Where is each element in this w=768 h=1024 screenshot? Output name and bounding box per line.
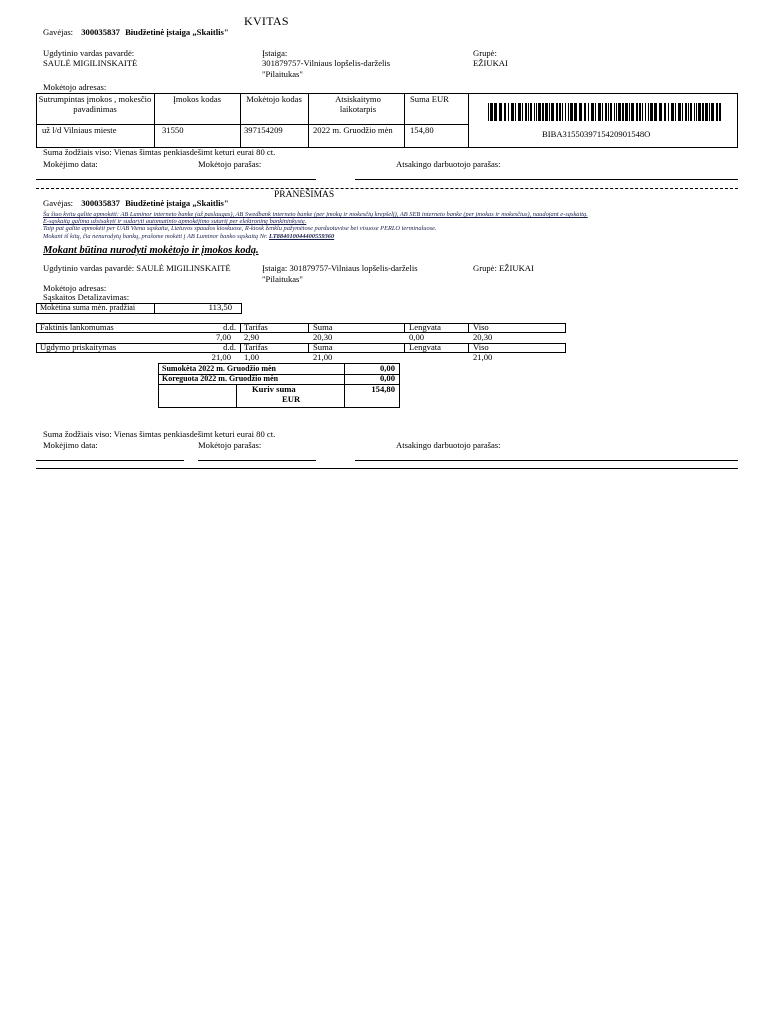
allocation-col-dd: d.d.: [223, 342, 236, 352]
institution-line2: "Pilaitukas": [262, 69, 303, 79]
receipt-sum-words: Suma žodžiais viso: Vienas šimtas penkiasdešimt keturi eurai 80 ct.: [43, 147, 276, 157]
receipt-payee: [43, 28, 229, 38]
allocation-dd: 21,00: [211, 352, 231, 362]
attendance-dd: 7,00: [215, 332, 231, 342]
receipt-payer-sign-line: [198, 179, 316, 180]
institution-line1: 301879757-Vilniaus lopšelis-darželis: [262, 58, 391, 68]
allocation-col-sum: Suma: [313, 342, 333, 352]
allocation-label: Ugdymo priskaitymas: [40, 342, 117, 352]
header-period: Atsiskaitymo laikotarpis: [335, 94, 381, 114]
notice-student: Ugdytinio vardas pavardė: SAULĖ MIGILINSKAITĖ: [43, 263, 231, 273]
attendance-col-total: Viso: [473, 322, 489, 332]
header-sum: Suma EUR: [410, 94, 449, 104]
student-label: Ugdytinio vardas pavardė:: [43, 48, 135, 58]
due-label: Kuriv suma: [252, 384, 296, 394]
attendance-col-discount: Lengvata: [409, 322, 441, 332]
account-details-label: Sąskaitos Detalizavimas:: [43, 292, 130, 302]
attendance-total: 20,30: [473, 332, 493, 342]
notice-payer-sign-line: [198, 460, 316, 461]
header-short-name: Sutrumpintas įmokos , mokesčio pavadinimas: [38, 94, 152, 114]
group-name: EŽIUKAI: [473, 58, 508, 68]
payee-label: Gavėjas:: [43, 27, 74, 37]
allocation-col-total: Viso: [473, 342, 489, 352]
paid-label: Sumokėta 2022 m. Gruodžio mėn: [162, 364, 276, 373]
due-currency: EUR: [282, 394, 301, 404]
attendance-col-rate: Tarifas: [244, 322, 268, 332]
payee-name: Biudžetinė įstaiga „Skaitlis": [125, 27, 229, 37]
payee-code: 300035837: [81, 27, 120, 37]
debt-label: Mokėtina suma mėn. pradžiai: [40, 303, 136, 312]
corrected-value: 0,00: [379, 373, 395, 383]
institution-label: Įstaiga:: [262, 48, 288, 58]
header-payment-code: Įmokos kodas: [173, 94, 221, 104]
row-payment-code: 31550: [162, 125, 184, 135]
corrected-label: Koreguota 2022 m. Gruodžio mėn: [162, 374, 279, 383]
barcode-icon: [488, 103, 724, 121]
allocation-col-rate: Tarifas: [244, 342, 268, 352]
debt-value: 113,50: [208, 302, 232, 312]
notice-payer-address-label: Mokėtojo adresas:: [43, 283, 107, 293]
notice-institution-line2: "Pilaitukas": [262, 274, 303, 284]
row-period: 2022 m. Gruodžio mėn: [313, 125, 393, 135]
account-number: LT884010044400559360: [268, 232, 335, 240]
notice-institution-line1: Įstaiga: 301879757-Vilniaus lopšelis-darželis: [262, 263, 418, 273]
attendance-rate: 2,90: [244, 332, 260, 342]
notice-payee-code: 300035837: [81, 198, 120, 208]
receipt-title: KVITAS: [244, 14, 289, 28]
receipt-responsible-sign-line: [355, 179, 738, 180]
notice-group: Grupė: EŽIUKAI: [473, 263, 534, 273]
notice-bottom-line: [36, 468, 738, 469]
payer-address-label: Mokėtojo adresas:: [43, 82, 107, 92]
mandatory-note: Mokant būtina nurodyti mokėtojo ir įmokos kodą.: [43, 245, 259, 256]
attendance-sum: 20,30: [313, 332, 333, 342]
notice-responsible-sign-line: [355, 460, 738, 461]
paid-value: 0,00: [379, 363, 395, 373]
attendance-label: Faktinis lankomumas: [40, 322, 114, 332]
student-name: SAULĖ MIGILINSKAITĖ: [43, 58, 138, 68]
group-label: Grupė:: [473, 48, 497, 58]
row-short-name: už l/d Vilniaus mieste: [42, 125, 117, 135]
attendance-discount: 0,00: [409, 332, 425, 342]
notice-title: PRANEŠIMAS: [274, 190, 335, 200]
allocation-total: 21,00: [473, 352, 493, 362]
row-sum: 154,80: [410, 125, 434, 135]
notice-responsible-signature-label: Atsakingo darbuotojo parašas:: [396, 440, 501, 450]
payment-info-line-3: Taip pat galite apmokėti per UAB Viena sąskaita, Lietuvos spaudos kioskuose, R-kiosk ženklu pažymėtose parduotuvėse bei visuose PERLO terminaluose.: [43, 225, 437, 233]
notice-payment-date-label: Mokėjimo data:: [43, 440, 98, 450]
attendance-col-sum: Suma: [313, 322, 333, 332]
barcode-text: BIBA3155039715420901548O: [542, 129, 651, 139]
notice-payee-name: Biudžetinė įstaiga „Skaitlis": [125, 198, 229, 208]
cut-line: [36, 188, 738, 189]
receipt-date-line: [36, 179, 212, 180]
row-payer-code: 397154209: [244, 125, 283, 135]
due-value: 154,80: [371, 384, 395, 394]
notice-payee: [43, 199, 229, 209]
allocation-sum: 21,00: [313, 352, 333, 362]
notice-date-line: [36, 460, 184, 461]
payment-info-line-4: Mokant iš kitų, čia nenurodytų bankų, prašome mokėti į AB Luminor banko sąskaitą Nr. LT884010044400559360: [43, 232, 335, 240]
attendance-col-dd: d.d.: [223, 322, 236, 332]
allocation-rate: 1,00: [244, 352, 260, 362]
receipt-payment-date-label: Mokėjimo data:: [43, 159, 98, 169]
notice-sum-words: Suma žodžiais viso: Vienas šimtas penkiasdešimt keturi eurai 80 ct.: [43, 429, 276, 439]
notice-payer-signature-label: Mokėtojo parašas:: [198, 440, 262, 450]
payment-info: [43, 211, 588, 240]
header-payer-code: Mokėtojo kodas: [246, 94, 302, 104]
allocation-col-discount: Lengvata: [409, 342, 441, 352]
notice-payee-label: Gavėjas:: [43, 198, 74, 208]
receipt-responsible-signature-label: Atsakingo darbuotojo parašas:: [396, 159, 501, 169]
payment-info-line-1: Šu šiuo kvitu galite apmokėti: AB Luminor interneto banke (už paslaugas), AB Swedbank interneto banke (per įmokų ir mokesčių krepšelį), AB SEB interneto banke (per įmokas ir mokesčius), naudojant e-sąskaitą.: [43, 211, 588, 218]
payment-info-line-2: E-sąskaitą galima užsisakyti ir sudaryti automatinio apmokėjimo sutartį per elektroninę bankininkystę.: [43, 218, 307, 226]
receipt-payer-signature-label: Mokėtojo parašas:: [198, 159, 262, 169]
